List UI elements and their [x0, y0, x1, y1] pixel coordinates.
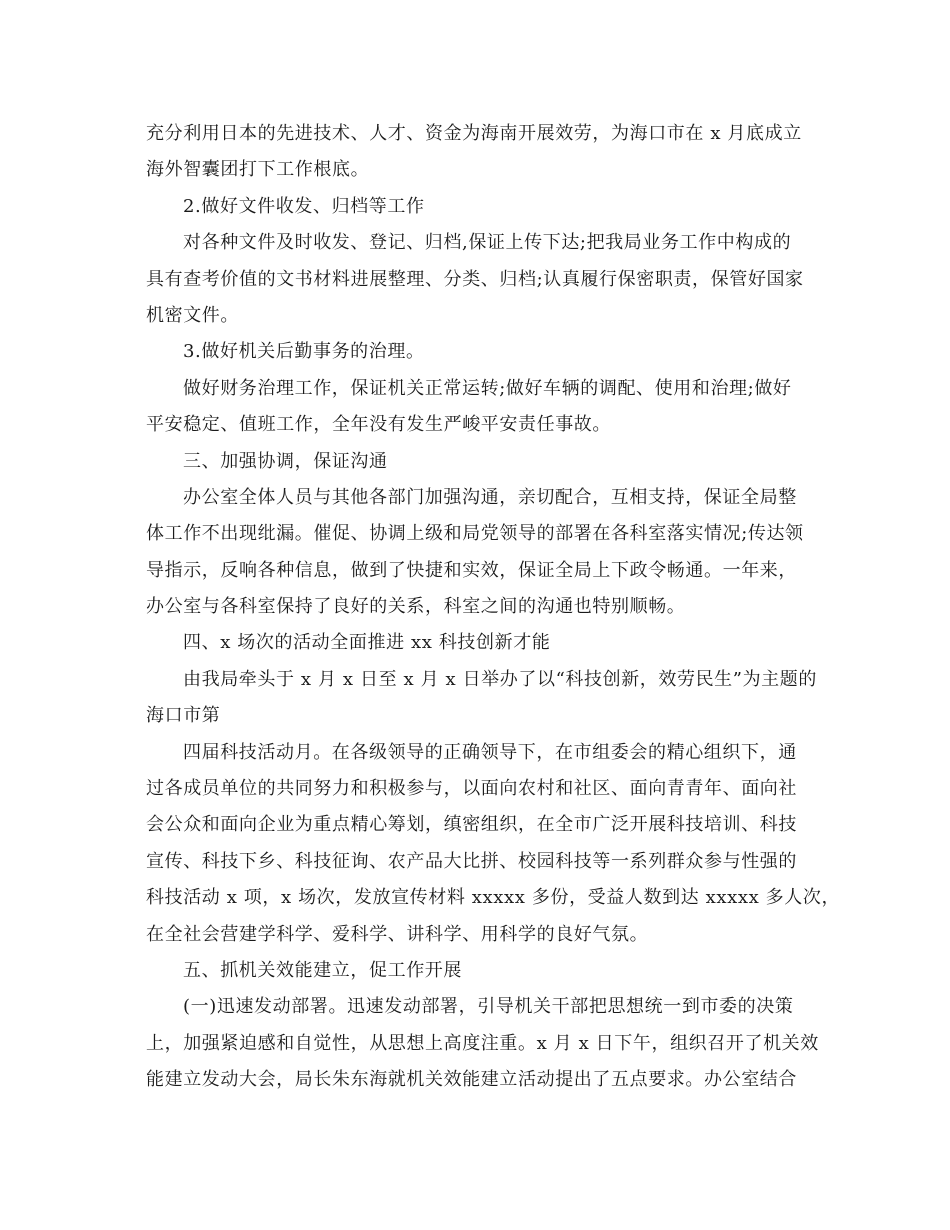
text-line: 充分利用日本的先进技术、人才、资金为海南开展效劳，为海口市在 x 月底成立	[146, 123, 802, 144]
text-line: 会公众和面向企业为重点精心筹划，缜密组织，在全市广泛开展科技培训、科技	[146, 814, 797, 836]
text-line: 过各成员单位的共同努力和积极参与，以面向农村和社区、面向青青年、面向社	[146, 778, 797, 800]
text-line: 科技活动 x 项，x 场次，发放宣传材料 xxxxx 多份，受益人数到达 xxxxx 多人次，	[146, 887, 841, 909]
text-line: 海口市第	[146, 705, 221, 727]
text-line: 对各种文件及时收发、登记、归档,保证上传下达;把我局业务工作中构成的	[183, 232, 792, 254]
section-heading: 三、加强协调，保证沟通	[183, 450, 388, 472]
text-line: 四届科技活动月。在各级领导的正确领导下，在市组委会的精心组织下，通	[183, 741, 797, 763]
text-line: (一)迅速发动部署。迅速发动部署，引导机关干部把思想统一到市委的决策	[183, 996, 794, 1018]
document-body	[146, 116, 841, 1099]
text-line: 导指示，反响各种信息，做到了快捷和实效，保证全局上下政令畅通。一年来，	[146, 559, 797, 581]
section-heading: 3.做好机关后勤事务的治理。	[183, 341, 425, 363]
text-line: 平安稳定、值班工作，全年没有发生严峻平安责任事故。	[146, 414, 611, 436]
section-heading: 四、x 场次的活动全面推进 xx 科技创新才能	[183, 632, 551, 654]
text-line: 做好财务治理工作，保证机关正常运转;做好车辆的调配、使用和治理;做好	[183, 377, 792, 399]
text-line: 宣传、科技下乡、科技征询、农产品大比拼、校园科技等一系列群众参与性强的	[146, 850, 797, 872]
text-line: 办公室全体人员与其他各部门加强沟通，亲切配合，互相支持，保证全局整	[183, 486, 797, 508]
text-line: 能建立发动大会，局长朱东海就机关效能建立活动提出了五点要求。办公室结合	[146, 1069, 797, 1091]
text-line: 办公室与各科室保持了良好的关系，科室之间的沟通也特别顺畅。	[146, 596, 686, 618]
text-line: 上，加强紧迫感和自觉性，从思想上高度注重。x 月 x 日下午，组织召开了机关效	[146, 1032, 819, 1054]
text-line: 海外智囊团打下工作根底。	[146, 159, 370, 181]
text-line: 机密文件。	[146, 304, 239, 326]
section-heading: 2.做好文件收发、归档等工作	[183, 195, 425, 217]
text-line: 体工作不出现纰漏。催促、协调上级和局党领导的部署在各科室落实情况;传达领	[146, 523, 804, 545]
text-line: 具有查考价值的文书材料进展整理、分类、归档;认真履行保密职责，保管好国家	[146, 268, 804, 290]
text-line: 在全社会营建学科学、爱科学、讲科学、用科学的良好气氛。	[146, 923, 649, 945]
text-line: 由我局牵头于 x 月 x 日至 x 月 x 日举办了以“科技创新，效劳民生”为主题的	[183, 668, 817, 690]
section-heading: 五、抓机关效能建立，促工作开展	[183, 959, 462, 981]
